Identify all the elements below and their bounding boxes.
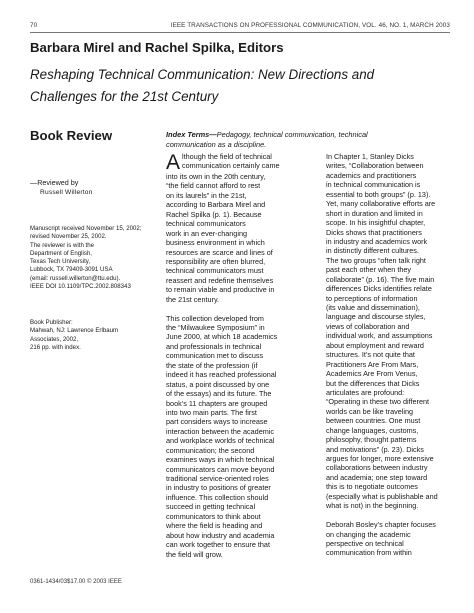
paragraph-gap <box>166 304 306 313</box>
text-line: Practitioners Are From Mars, <box>326 359 419 369</box>
reviewer-block <box>30 178 140 197</box>
drop-cap: A <box>166 151 181 174</box>
text-line: on its laurels” in the 21st, <box>166 190 247 200</box>
text-line: Academics Are From Venus, <box>326 369 418 379</box>
text-line: individual work, and assumptions <box>326 331 433 341</box>
text-line: Rachel Spilka (p. 1). Because <box>166 209 262 219</box>
text-line: in technical communication is <box>326 180 421 190</box>
text-line: perspective on technical <box>326 538 404 548</box>
text-line: communicators to think about <box>166 511 261 521</box>
text-line: into two main parts. The first <box>166 407 257 417</box>
text-line: of the essays) and its future. The <box>166 389 272 399</box>
text-line: communication met to discuss <box>166 351 264 361</box>
text-line: resources are scarce and lines of <box>166 247 273 257</box>
text-line: in industry to positions of greater <box>166 483 271 493</box>
copyright-footer: 0361-1434/03$17.00 © 2003 IEEE <box>30 579 122 585</box>
text-line: structures. It’s not quite that <box>326 350 415 360</box>
text-line: Deborah Bosley’s chapter focuses <box>326 520 436 530</box>
paragraph-gap <box>326 511 466 520</box>
page-number: 70 <box>30 22 38 29</box>
text-line: what is not) in the beginning. <box>326 501 419 511</box>
publisher-line: 216 pp. with index. <box>30 343 81 351</box>
text-line: the “Milwaukee Symposium” in <box>166 323 265 332</box>
text-line: academics and practitioners <box>326 170 417 180</box>
text-line: In Chapter 1, Stanley Dicks <box>326 152 414 161</box>
running-header <box>30 22 450 33</box>
manuscript-line: (email: russell.willerton@ttu.edu). <box>30 274 121 282</box>
index-terms-text: Pedagogy, technical communication, technical communication as a discipline. <box>166 130 368 149</box>
text-line: collaborate” (p. 16). The five main <box>326 274 435 284</box>
manuscript-line: The reviewer is with the <box>30 241 95 249</box>
text-line: the 21st century. <box>166 294 220 304</box>
manuscript-info <box>30 225 154 291</box>
text-line: technical communicators <box>166 219 246 229</box>
book-title <box>30 64 450 108</box>
text-line: part considers ways to increase <box>166 417 268 427</box>
text-line: “Operating in these two different <box>326 397 430 407</box>
text-line: the state of the profession (if <box>166 360 258 370</box>
text-line: essential to both groups” (p. 13). <box>326 189 431 199</box>
text-line: philosophy, thought patterns <box>326 435 417 445</box>
manuscript-line: IEEE DOI 10.1109/TPC.2002.808343 <box>30 283 131 291</box>
text-line: the field will grow. <box>166 549 223 559</box>
text-line: in industry and academics work <box>326 236 428 246</box>
text-line: and workplace worlds of technical <box>166 436 275 446</box>
text-line: work in an ever-changing <box>166 228 248 238</box>
text-line: past each other when they <box>326 265 412 275</box>
text-line: to remain viable and productive in <box>166 285 275 295</box>
index-terms <box>166 130 416 149</box>
reviewed-by-label: —Reviewed by <box>30 178 79 187</box>
book-title-line-2: Challenges for the 21st Century <box>30 89 219 104</box>
manuscript-line: Texas Tech University, <box>30 258 91 266</box>
book-title-line-1: Reshaping Technical Communication: New Directions and <box>30 67 375 82</box>
text-line: succeed in getting technical <box>166 502 256 512</box>
text-line: indeed it has reached professional <box>166 370 277 380</box>
text-line: This collection developed from <box>166 313 264 323</box>
text-line: and motivations” (p. 23). Dicks <box>326 444 424 454</box>
text-line: influence. This collection should <box>166 492 269 502</box>
text-line: articulates are profound: <box>326 387 405 397</box>
text-line: business environment in which <box>166 238 265 248</box>
text-line: can work together to ensure that <box>166 540 270 550</box>
text-line: communication; the second <box>166 445 255 455</box>
text-line: reassert and redefine themselves <box>166 275 274 285</box>
text-line: (its value and dissemination), <box>326 303 420 312</box>
text-line: (especially what is publishable and <box>326 491 438 501</box>
text-line: interaction between the academic <box>166 426 275 436</box>
text-line: worlds can be like traveling <box>326 406 414 416</box>
text-line: technical communicators must <box>166 266 264 276</box>
publisher-line: Book Publisher: <box>30 319 73 326</box>
text-line: on changing the academic <box>326 529 411 539</box>
text-line: writes, “Collaboration between <box>326 161 424 171</box>
manuscript-line: revised November 25, 2002. <box>30 233 107 241</box>
text-line: this is to negotiate outcomes <box>326 482 418 492</box>
text-line: into its own in the 20th century, <box>166 172 266 181</box>
text-line: about employment and reward <box>326 340 424 350</box>
publisher-line: Mahwah, NJ: Lawrence Erlbaum <box>30 327 119 335</box>
text-line: and professionals in technical <box>166 341 262 351</box>
text-line: collaborations between industry <box>326 463 428 473</box>
text-line: about how industry and academia <box>166 530 275 540</box>
text-line: where the field is heading and <box>166 521 263 531</box>
text-line: short in duration and limited in <box>326 208 423 218</box>
text-line: lthough the field of technical <box>182 152 272 161</box>
index-terms-label: Index Terms— <box>166 130 217 139</box>
book-editors: Barbara Mirel and Rachel Spilka, Editors <box>30 40 284 55</box>
text-line: change languages, customs, <box>326 425 419 435</box>
publisher-info <box>30 319 154 352</box>
text-line: responsibility are often blurred, <box>166 256 266 266</box>
body-column-middle <box>166 152 306 559</box>
reviewer-name: Russell Willerton <box>40 188 93 196</box>
text-line: views of collaboration and <box>326 321 410 331</box>
text-line: according to Barbara Mirel and <box>166 200 266 210</box>
section-heading: Book Review <box>30 128 113 143</box>
text-line: “the field cannot afford to rest <box>166 181 261 191</box>
publisher-line: Associates, 2002, <box>30 335 79 343</box>
text-line: communicators can move beyond <box>166 464 275 474</box>
journal-citation: IEEE TRANSACTIONS ON PROFESSIONAL COMMUNICATION, VOL. 46, NO. 1, MARCH 2003 <box>170 22 450 29</box>
text-line: scope. In his insightful chapter, <box>326 218 426 228</box>
text-line: but the differences that Dicks <box>326 378 420 388</box>
text-line: Yet, many collaborative efforts are <box>326 199 436 209</box>
text-line: June 2000, at which 18 academics <box>166 332 278 342</box>
text-line: status, a point discussed by one <box>166 379 270 389</box>
manuscript-line: Manuscript received November 15, 2002; <box>30 225 142 232</box>
text-line: and academia; one step toward <box>326 472 428 482</box>
text-line: The two groups “often talk right <box>326 255 426 265</box>
text-line: between countries. One must <box>326 416 421 426</box>
text-line: book’s 11 chapters are grouped <box>166 398 268 408</box>
manuscript-line: Lubbock, TX 79409-3091 USA <box>30 266 113 274</box>
text-line: differences Dicks identifies relate <box>326 284 432 294</box>
middle-column-body <box>166 172 306 559</box>
text-line: in distinctly different cultures. <box>326 246 419 256</box>
text-line: to perceptions of information <box>326 293 418 303</box>
text-line: communication certainly came <box>182 161 280 171</box>
text-line: examines ways in which technical <box>166 455 275 465</box>
text-line: language and discourse styles, <box>326 312 426 322</box>
manuscript-line: Department of English, <box>30 249 92 257</box>
text-line: Dicks shows that practitioners <box>326 227 422 237</box>
body-column-right <box>326 152 466 558</box>
right-column-body <box>326 152 466 558</box>
text-line: traditional service-oriented roles <box>166 474 269 483</box>
text-line: communication from within <box>326 548 412 558</box>
text-line: argues for longer, more extensive <box>326 454 434 463</box>
